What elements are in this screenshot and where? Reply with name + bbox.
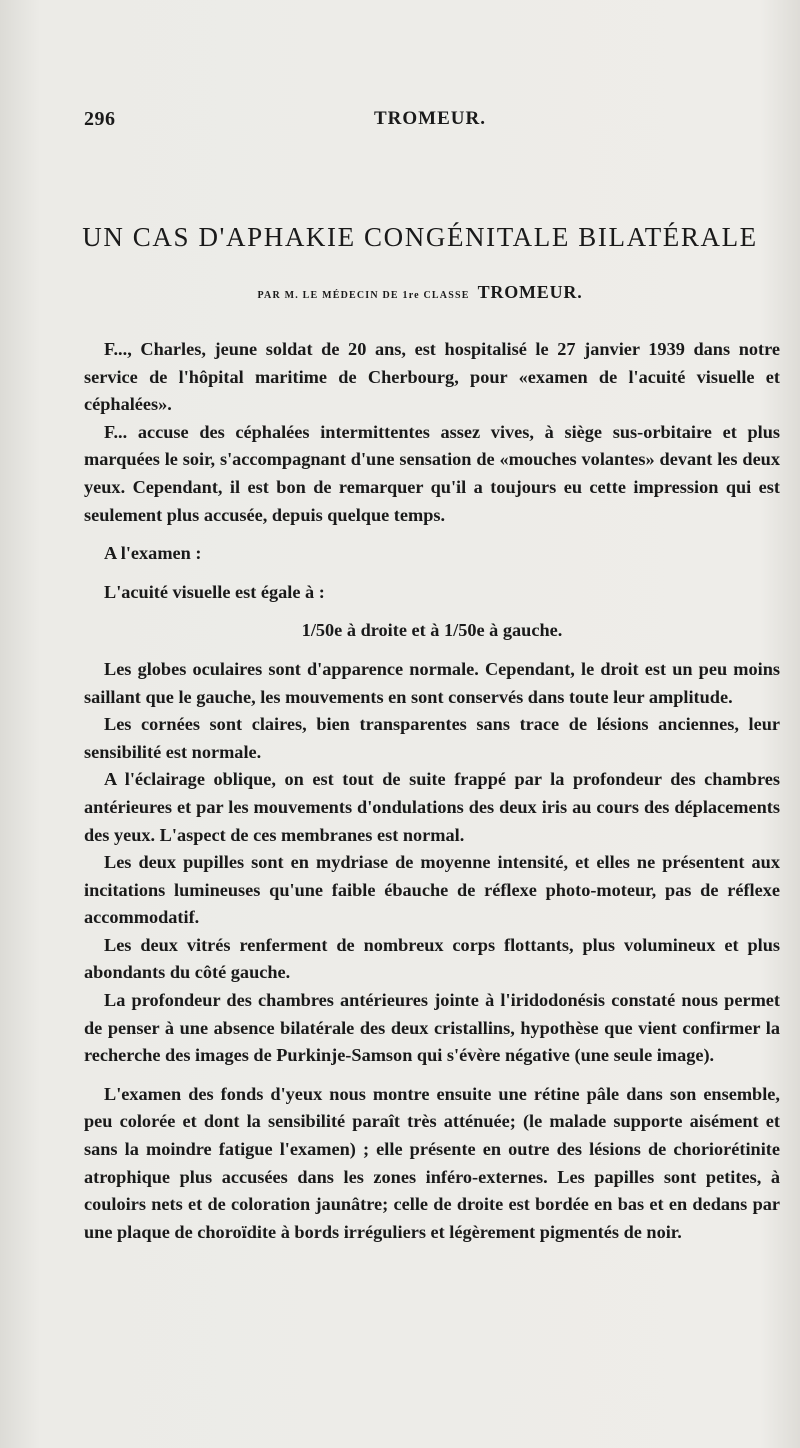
byline-author: TROMEUR. bbox=[477, 282, 583, 302]
paragraph-exam-heading: A l'examen : bbox=[104, 543, 202, 564]
paragraph: Les cornées sont claires, bien transparentes sans trace de lésions anciennes, leur sensibilité est normale. bbox=[84, 714, 780, 762]
paragraph: L'acuité visuelle est égale à : bbox=[104, 581, 325, 602]
byline bbox=[60, 282, 780, 303]
paragraph: A l'éclairage oblique, on est tout de suite frappé par la profondeur des chambres antérieures et par les mouvements d'ondulations des deux iris au cours des déplacements des yeux. L'aspect de ces membranes est normal. bbox=[84, 769, 780, 845]
article-title: UN CAS D'APHAKIE CONGÉNITALE BILATÉRALE bbox=[82, 222, 758, 252]
paragraph: F..., Charles, jeune soldat de 20 ans, est hospitalisé le 27 janvier 1939 dans notre service de l'hôpital maritime de Cherbourg, pour «examen de l'acuité visuelle et céphalées». bbox=[84, 339, 780, 415]
acuity-values: 1/50e à droite et à 1/50e à gauche. bbox=[301, 620, 563, 641]
byline-prefix: PAR M. LE MÉDECIN DE 1re CLASSE bbox=[257, 290, 470, 301]
running-title: TROMEUR. bbox=[374, 108, 486, 129]
article-body bbox=[84, 336, 780, 1246]
running-header bbox=[84, 108, 774, 132]
paragraph-fundus bbox=[84, 1081, 780, 1247]
paragraph: Les deux pupilles sont en mydriase de moyenne intensité, et elles ne présentent aux incitations lumineuses qu'une faible ébauche de réflexe photo-moteur, pas de réflexe accommodatif. bbox=[84, 852, 780, 928]
fundus-text: nous montre ensuite une rétine pâle dans son ensemble, peu colorée et dont la sensibilité paraît très atténuée; (le malade supporte aisément et sans la moindre fatigue l'examen) ; elle présente en outre des lésions de choriorétinite atrophique plus accusées dans les zones inféro-externes. Les papilles sont petites, à couloirs nets et de coloration jaunâtre; celle de droite est bordée en bas et en dedans par une plaque de choroïdite à bords irréguliers et légèrement pigmentés de noir. bbox=[84, 1083, 780, 1242]
page-number: 296 bbox=[84, 108, 116, 130]
fundus-lead: L'examen des fonds d'yeux bbox=[104, 1083, 323, 1104]
paragraph: Les deux vitrés renferment de nombreux corps flottants, plus volumineux et plus abondants du côté gauche. bbox=[84, 934, 780, 983]
paragraph: La profondeur des chambres antérieures jointe à l'iridodonésis constaté nous permet de penser à une absence bilatérale des deux cristallins, hypothèse que vient confirmer la recherche des images de Purkinje-Samson qui s'évère négative (une seule image). bbox=[84, 990, 780, 1066]
paragraph: Les globes oculaires sont d'apparence normale. Cependant, le droit est un peu moins saillant que le gauche, les mouvements en sont conservés dans toute leur amplitude. bbox=[84, 658, 780, 707]
paragraph: F... accuse des céphalées intermittentes assez vives, à siège sus-orbitaire et plus marquées le soir, s'accompagnant d'une sensation de «mouches volantes» devant les deux yeux. Cependant, il est bon de remarquer qu'il a toujours eu cette impression qui est seulement plus accusée, depuis quelque temps. bbox=[84, 421, 780, 525]
